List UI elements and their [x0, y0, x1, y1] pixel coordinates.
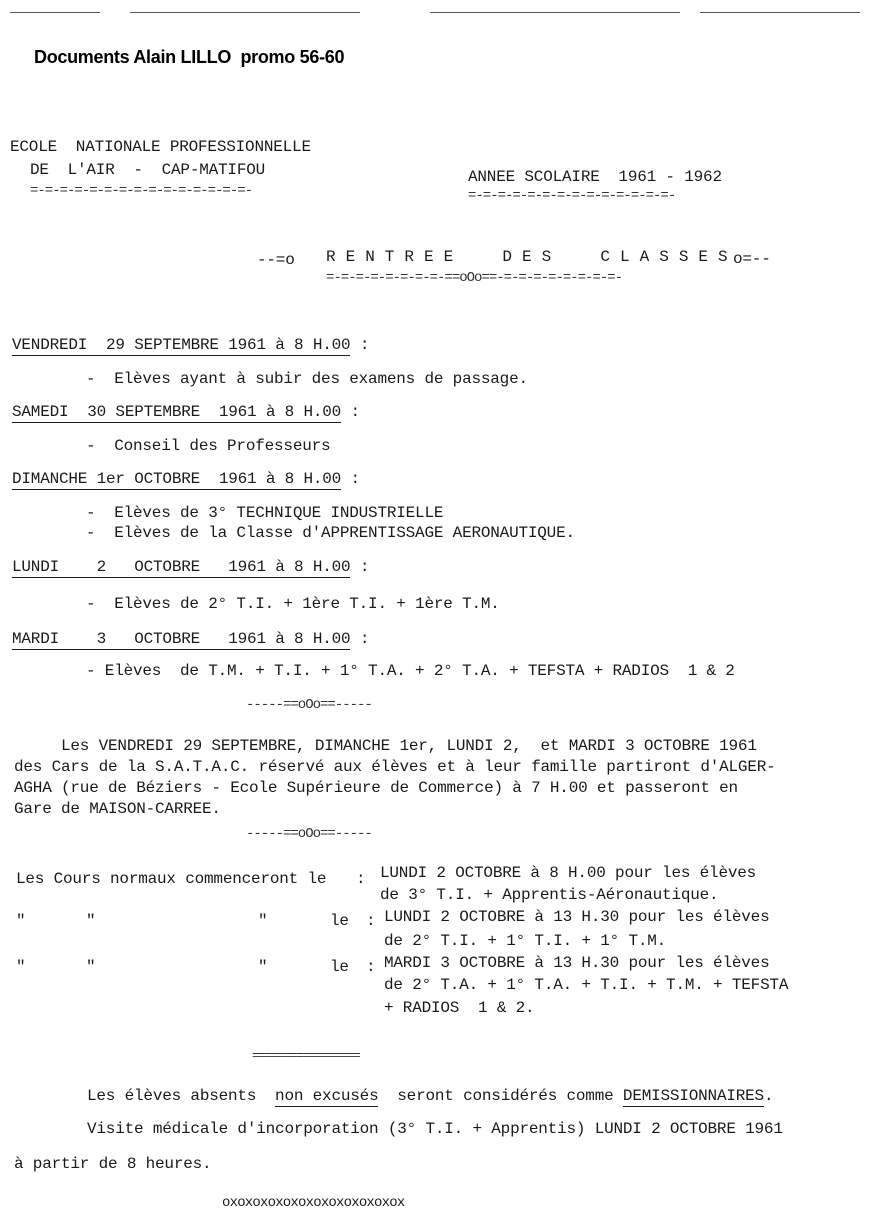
- courses-line: LUNDI 2 OCTOBRE à 8 H.00 pour les élèves: [380, 864, 757, 882]
- courses-line: MARDI 3 OCTOBRE à 13 H.30 pour les élèves: [384, 954, 770, 972]
- ditto-mark: ": [258, 958, 268, 976]
- le-word: le: [330, 958, 349, 976]
- schedule-item: - Elèves ayant à subir des examens de passage.: [86, 370, 528, 388]
- school-year: ANNEE SCOLAIRE 1961 - 1962: [468, 168, 722, 186]
- schedule-day-4: LUNDI 2 OCTOBRE 1961 à 8 H.00 :: [12, 558, 370, 576]
- ditto-mark: ": [258, 912, 268, 930]
- schedule-item: - Elèves de 2° T.I. + 1ère T.I. + 1ère T.M.: [86, 595, 500, 613]
- schedule-item: - Elèves de la Classe d'APPRENTISSAGE AERONAUTIQUE.: [86, 524, 575, 542]
- colon: :: [356, 870, 366, 888]
- long-rule: =================: [252, 1048, 360, 1063]
- transport-line: AGHA (rue de Béziers - Ecole Supérieure de Commerce) à 7 H.00 et passeront en: [14, 779, 738, 797]
- colon: :: [366, 958, 376, 976]
- school-name-line2: DE L'AIR - CAP-MATIFOU: [30, 161, 266, 179]
- separator: -----==oOo==-----: [246, 697, 372, 713]
- courses-line: de 2° T.A. + 1° T.A. + T.I. + T.M. + TEFSTA: [384, 976, 789, 994]
- school-name-line1: ECOLE NATIONALE PROFESSIONNELLE: [10, 138, 311, 156]
- header-rule-right: =-=-=-=-=-=-=-=-=-=-=-=-=-=-: [468, 188, 676, 204]
- medical-line: à partir de 8 heures.: [14, 1155, 212, 1173]
- transport-line: des Cars de la S.A.T.A.C. réservé aux élèves et à leur famille partiront d'ALGER-: [14, 758, 776, 776]
- courses-line: de 2° T.I. + 1° T.I. + 1° T.M.: [384, 932, 667, 950]
- courses-line: LUNDI 2 OCTOBRE à 13 H.30 pour les élèves: [384, 908, 770, 926]
- scan-edge-line: [130, 12, 360, 13]
- ditto-mark: ": [16, 958, 26, 976]
- title-suffix: o=--: [733, 250, 771, 268]
- scan-edge-line: [10, 12, 100, 13]
- courses-intro: Les Cours normaux commenceront le: [16, 870, 327, 888]
- footer-ornament: oxoxoxoxoxoxoxoxoxoxoxox: [222, 1195, 405, 1211]
- le-word: le: [330, 912, 349, 930]
- schedule-item: - Elèves de T.M. + T.I. + 1° T.A. + 2° T.A. + TEFSTA + RADIOS 1 & 2: [86, 662, 735, 680]
- ditto-mark: ": [86, 958, 96, 976]
- absence-notice: Les élèves absents non excusés seront considérés comme DEMISSIONNAIRES.: [40, 1087, 774, 1105]
- header-rule-left: =-=-=-=-=-=-=-=-=-=-=-=-=-=-=-: [30, 183, 253, 199]
- ditto-mark: ": [16, 912, 26, 930]
- schedule-item: - Conseil des Professeurs: [86, 437, 331, 455]
- transport-line: Les VENDREDI 29 SEPTEMBRE, DIMANCHE 1er, LUNDI 2, et MARDI 3 OCTOBRE 1961: [14, 737, 757, 755]
- courses-line: de 3° T.I. + Apprentis-Aéronautique.: [380, 886, 719, 904]
- title-rule: =-=-=-=-=-=-=-=-==oOo==-=-=-=-=-=-=-=-=-: [326, 270, 623, 286]
- document-credit: Documents Alain LILLO promo 56-60: [34, 47, 345, 67]
- medical-line: Visite médicale d'incorporation (3° T.I. + Apprentis) LUNDI 2 OCTOBRE 1961: [40, 1120, 783, 1138]
- schedule-day-1: VENDREDI 29 SEPTEMBRE 1961 à 8 H.00 :: [12, 336, 370, 354]
- colon: :: [366, 912, 376, 930]
- courses-line: + RADIOS 1 & 2.: [384, 999, 535, 1017]
- page-title: RENTREE DES CLASSES: [326, 248, 738, 266]
- ditto-mark: ": [86, 912, 96, 930]
- title-prefix: --=o: [257, 251, 295, 269]
- scan-edge-line: [700, 12, 860, 13]
- transport-line: Gare de MAISON-CARREE.: [14, 800, 221, 818]
- schedule-day-2: SAMEDI 30 SEPTEMBRE 1961 à 8 H.00 :: [12, 403, 360, 421]
- schedule-day-3: DIMANCHE 1er OCTOBRE 1961 à 8 H.00 :: [12, 470, 360, 488]
- schedule-day-5: MARDI 3 OCTOBRE 1961 à 8 H.00 :: [12, 630, 370, 648]
- separator: -----==oOo==-----: [246, 826, 372, 842]
- scan-edge-line: [430, 12, 680, 13]
- schedule-item: - Elèves de 3° TECHNIQUE INDUSTRIELLE: [86, 504, 444, 522]
